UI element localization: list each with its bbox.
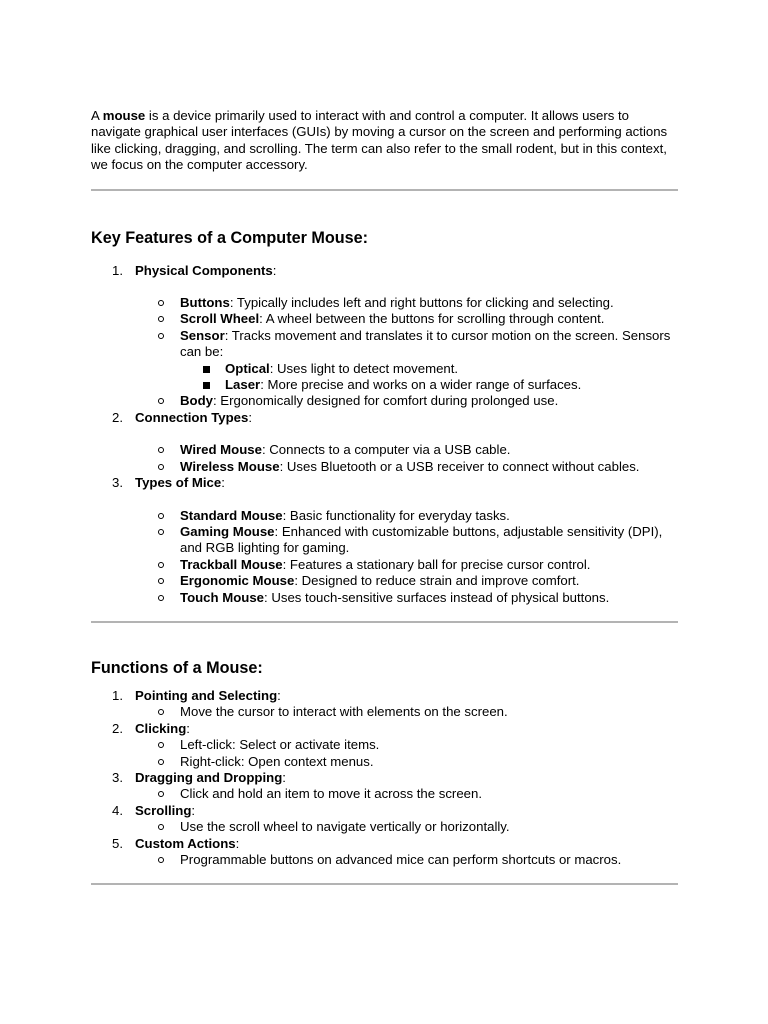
list-item-text: : Enhanced with customizable buttons, adjustable sensitivity (DPI), and RGB lighting for gaming. [180,523,663,556]
functions-item-number: 2. [112,720,123,736]
list-item [135,311,679,327]
list-item [135,573,679,589]
functions-item-dragging [91,770,679,803]
physical-components-sublist [135,295,679,410]
functions-item-colon: : [186,720,190,736]
functions-item-title: Clicking [135,720,187,736]
list-item [135,557,679,573]
list-item-text: : Designed to reduce strain and improve comfort. [294,573,580,589]
list-item: Use the scroll wheel to navigate vertically or horizontally. [135,819,679,835]
list-item [135,393,679,409]
functions-item-title: Scrolling [135,802,192,818]
features-item-number: 3. [112,475,123,491]
list-item-term: Scroll Wheel [180,311,260,327]
list-item [135,442,679,458]
list-item-term: Ergonomic Mouse [180,573,295,589]
list-item-text: : A wheel between the buttons for scrolling through content. [259,311,605,327]
features-item-physical-components [91,263,679,410]
document-page [91,108,679,885]
list-item [135,295,679,311]
features-item-colon: : [272,262,277,278]
list-item [135,459,679,475]
functions-item-scrolling [91,803,679,836]
list-item [180,377,679,393]
connection-types-sublist [135,442,679,475]
list-item-term: Laser [225,377,261,393]
functions-item-colon: : [235,835,240,851]
functions-item-title: Dragging and Dropping [135,769,283,785]
list-item-text: : Basic functionality for everyday tasks. [282,507,510,523]
features-item-title: Connection Types [135,409,249,425]
features-heading: Key Features of a Computer Mouse: [91,228,369,247]
list-item-term: Wired Mouse [180,442,262,458]
list-item [135,508,679,524]
functions-heading: Functions of a Mouse: [91,658,263,677]
functions-item-number: 5. [112,835,123,851]
functions-sublist [135,786,679,802]
functions-sublist [135,704,679,720]
intro-bold-term: mouse [102,108,146,123]
functions-item-number: 1. [112,687,123,703]
functions-item-custom-actions [91,836,679,869]
list-item-term: Gaming Mouse [180,523,275,539]
list-item-term: Wireless Mouse [180,458,280,474]
functions-item-pointing [91,688,679,721]
list-item-text: : More precise and works on a wider range of surfaces. [260,377,582,393]
list-item: Programmable buttons on advanced mice can perform shortcuts or macros. [135,852,679,868]
intro-rest: is a device primarily used to interact with and control a computer. It allows users to navigate graphical user interfaces (GUIs) by moving a cursor on the screen and performing actions like clicking, dragging, and scrolling. The term can also refer to the small rodent, but in this context, we focus on the computer accessory. [91,108,668,173]
functions-sublist [135,737,679,770]
list-item-term: Buttons [180,295,230,311]
functions-item-colon: : [277,687,281,703]
functions-sublist [135,819,679,835]
features-item-connection-types [91,410,679,475]
list-item-term: Body [180,393,213,409]
list-item-text: : Tracks movement and translates it to cursor motion on the screen. Sensors can be: [180,327,671,360]
list-item: Move the cursor to interact with elements on the screen. [135,704,679,720]
features-item-colon: : [221,475,225,491]
list-item-term: Trackball Mouse [180,556,283,572]
functions-item-title: Pointing and Selecting [135,687,278,703]
features-item-colon: : [248,409,252,425]
features-item-title: Types of Mice [135,475,222,491]
list-item [135,524,679,557]
functions-item-title: Custom Actions [135,835,236,851]
features-item-number: 2. [112,409,123,425]
list-item-text: : Uses Bluetooth or a USB receiver to connect without cables. [279,458,640,474]
types-of-mice-sublist [135,508,679,606]
list-item-text: : Uses touch-sensitive surfaces instead of physical buttons. [264,589,610,605]
functions-item-number: 3. [112,769,123,785]
functions-item-number: 4. [112,802,123,818]
functions-sublist [135,852,679,868]
list-item-text: : Features a stationary ball for precise cursor control. [282,556,591,572]
list-item-text: : Uses light to detect movement. [269,360,459,376]
functions-item-clicking [91,721,679,770]
list-item-text: : Ergonomically designed for comfort during prolonged use. [212,393,559,409]
list-item-term: Standard Mouse [180,507,283,523]
features-list [91,263,679,606]
list-item: Left-click: Select or activate items. [135,737,679,753]
functions-item-colon: : [191,802,196,818]
list-item [135,328,679,394]
list-item: Right-click: Open context menus. [135,754,679,770]
functions-item-colon: : [282,769,286,785]
sensor-types-sublist [180,361,679,394]
list-item-term: Touch Mouse [180,589,265,605]
intro-pre: A [91,108,103,123]
list-item-text: : Connects to a computer via a USB cable. [261,442,511,458]
list-item-term: Optical [225,360,270,376]
features-item-title: Physical Components [135,262,273,278]
list-item [180,361,679,377]
list-item: Click and hold an item to move it across the screen. [135,786,679,802]
list-item-term: Sensor [180,327,225,343]
list-item-text: : Typically includes left and right buttons for clicking and selecting. [229,295,614,311]
intro-paragraph [91,108,679,174]
features-item-number: 1. [112,262,123,278]
list-item [135,590,679,606]
features-item-types-of-mice [91,475,679,606]
functions-list [91,688,679,868]
divider-3 [91,883,678,885]
